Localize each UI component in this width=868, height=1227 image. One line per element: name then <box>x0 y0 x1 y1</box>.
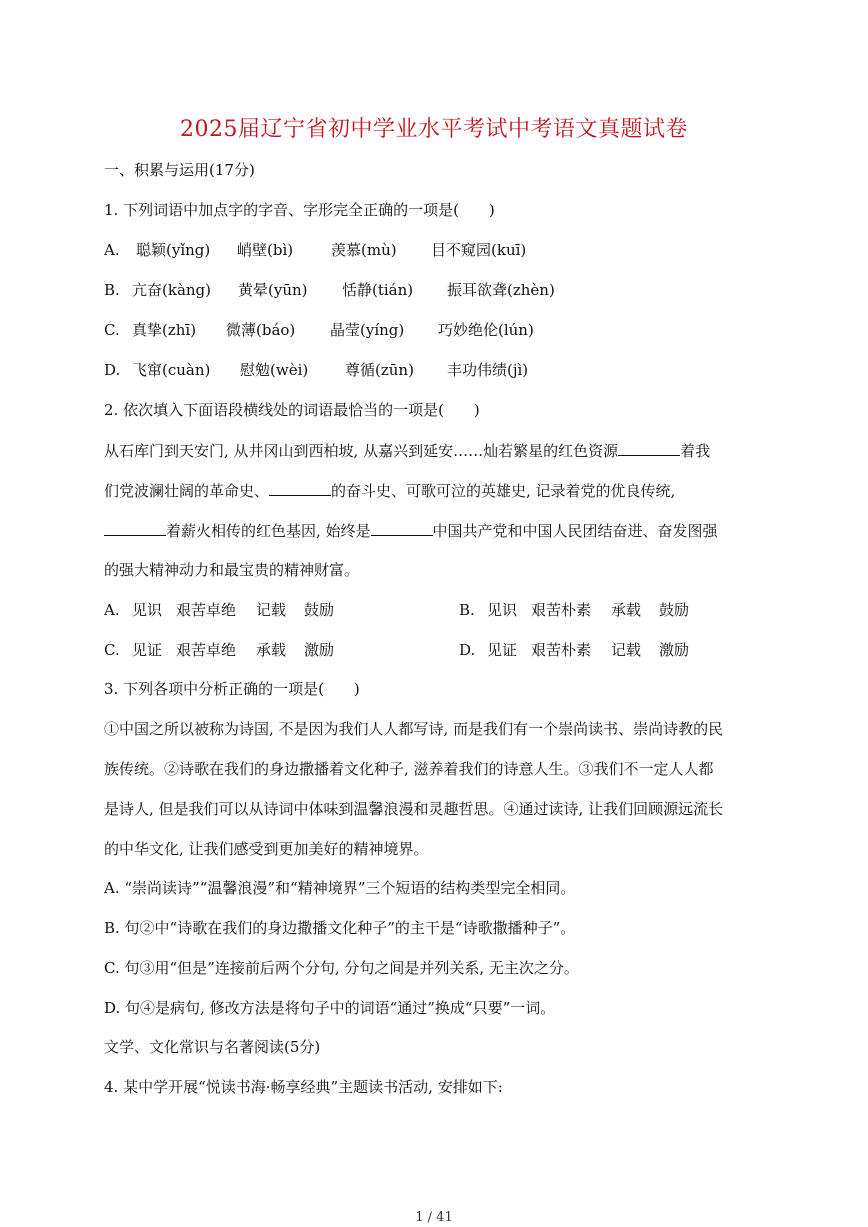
fill-blank <box>371 520 433 536</box>
option-item: 艰苦卓绝 <box>176 641 237 659</box>
option-item: 艰苦朴素 <box>531 641 592 659</box>
q3-option-c: C. 句③用“但是”连接前后两个分句, 分句之间是并列关系, 无主次之分。 <box>104 959 579 977</box>
option-item: 尊循(zūn) <box>345 361 414 379</box>
option-label: B. <box>104 281 120 299</box>
option-label: A. <box>104 241 120 259</box>
fill-blank <box>269 480 331 496</box>
option-label: C. <box>104 321 120 339</box>
option-item: 微薄(báo) <box>226 321 296 339</box>
option-label: D. <box>459 641 476 659</box>
option-item: 黄晕(yūn) <box>238 281 308 299</box>
option-item: 峭壁(bì) <box>237 241 294 259</box>
option-item: 聪颖(yǐng) <box>136 241 211 259</box>
q2-passage-text: 着薪火相传的红色基因, 始终是 <box>166 522 371 540</box>
option-item: 巧妙绝伦(lún) <box>438 321 534 339</box>
q4-stem: 4. 某中学开展“悦读书海·畅享经典”主题读书活动, 安排如下: <box>104 1078 503 1096</box>
option-item: 真挚(zhī) <box>132 321 197 339</box>
q3-passage-line: 族传统。②诗歌在我们的身边撒播着文化种子, 滋养着我们的诗意人生。③我们不一定人人都 <box>104 760 714 778</box>
q2-passage-text: 中国共产党和中国人民团结奋进、奋发图强 <box>432 522 718 540</box>
option-item: 艰苦卓绝 <box>176 601 237 619</box>
option-item: 见识 <box>487 601 518 619</box>
option-label: A. <box>104 601 120 619</box>
q2-passage-line <box>104 520 718 541</box>
q2-passage-text: 从石库门到天安门, 从井冈山到西柏坡, 从嘉兴到延安……灿若繁星的红色资源 <box>104 442 619 460</box>
page-number: 1 / 41 <box>415 1210 453 1225</box>
q3-stem: 3. 下列各项中分析正确的一项是( ) <box>104 680 360 698</box>
fill-blank <box>104 520 166 536</box>
q2-option-a <box>104 600 334 620</box>
section-heading-1: 一、积累与运用(17分) <box>104 161 255 179</box>
option-item: 承载 <box>611 601 642 619</box>
q1-option-b <box>104 280 555 300</box>
q2-stem: 2. 依次填入下面语段横线处的词语最恰当的一项是( ) <box>104 401 480 419</box>
option-item: 亢奋(kàng) <box>132 281 211 299</box>
option-item: 振耳欲聋(zhèn) <box>447 281 555 299</box>
q1-option-a <box>104 240 526 260</box>
q1-stem: 1. 下列词语中加点字的字音、字形完全正确的一项是( ) <box>104 201 495 219</box>
q3-passage-line: 是诗人, 但是我们可以从诗词中体味到温馨浪漫和灵趣哲思。④通过读诗, 让我们回顾源远流长 <box>104 800 724 818</box>
option-item: 记载 <box>611 641 642 659</box>
q3-option-a: A. “崇尚读诗”“温馨浪漫”和“精神境界”三个短语的结构类型完全相同。 <box>104 879 576 897</box>
option-item: 飞窜(cuàn) <box>132 361 211 379</box>
document-title: 2025届辽宁省初中学业水平考试中考语文真题试卷 <box>180 117 688 142</box>
q2-passage-line <box>104 440 710 461</box>
q3-option-b: B. 句②中“诗歌在我们的身边撒播文化种子”的主干是“诗歌撒播种子”。 <box>104 919 576 937</box>
option-item: 丰功伟绩(jì) <box>447 361 529 379</box>
option-item: 承载 <box>256 641 287 659</box>
option-label: D. <box>104 361 121 379</box>
option-label: B. <box>459 601 475 619</box>
option-item: 见识 <box>132 601 163 619</box>
option-item: 恬静(tián) <box>342 281 414 299</box>
option-item: 激励 <box>304 641 335 659</box>
section-heading-2: 文学、文化常识与名著阅读(5分) <box>104 1038 321 1056</box>
fill-blank <box>618 440 680 456</box>
q2-passage-text: 着我 <box>680 442 711 460</box>
option-item: 羡慕(mù) <box>331 241 397 259</box>
option-item: 鼓励 <box>659 601 690 619</box>
option-item: 激励 <box>659 641 690 659</box>
q3-option-d: D. 句④是病句, 修改方法是将句子中的词语“通过”换成“只要”一词。 <box>104 999 556 1017</box>
option-label: C. <box>104 641 120 659</box>
q1-option-d <box>104 360 528 380</box>
option-item: 记载 <box>256 601 287 619</box>
q2-option-b <box>459 600 689 620</box>
q2-passage-line <box>104 480 675 501</box>
q3-passage-line: 的中华文化, 让我们感受到更加美好的精神境界。 <box>104 840 429 858</box>
q2-passage-line: 的强大精神动力和最宝贵的精神财富。 <box>104 561 360 579</box>
option-item: 晶莹(yíng) <box>330 321 405 339</box>
q2-passage-text: 们党波澜壮阔的革命史、 <box>104 482 270 500</box>
option-item: 见证 <box>132 641 163 659</box>
option-item: 慰勉(wèi) <box>240 361 309 379</box>
option-item: 目不窥园(kuī) <box>431 241 527 259</box>
q3-passage-line: ①中国之所以被称为诗国, 不是因为我们人人都写诗, 而是我们有一个崇尚读书、崇尚诗教的民 <box>104 720 724 738</box>
q2-option-c <box>104 640 334 660</box>
q2-passage-text: 的奋斗史、可歌可泣的英雄史, 记录着党的优良传统, <box>331 482 676 500</box>
option-item: 鼓励 <box>304 601 335 619</box>
q1-option-c <box>104 320 534 340</box>
option-item: 艰苦朴素 <box>531 601 592 619</box>
q2-option-d <box>459 640 689 660</box>
option-item: 见证 <box>487 641 518 659</box>
